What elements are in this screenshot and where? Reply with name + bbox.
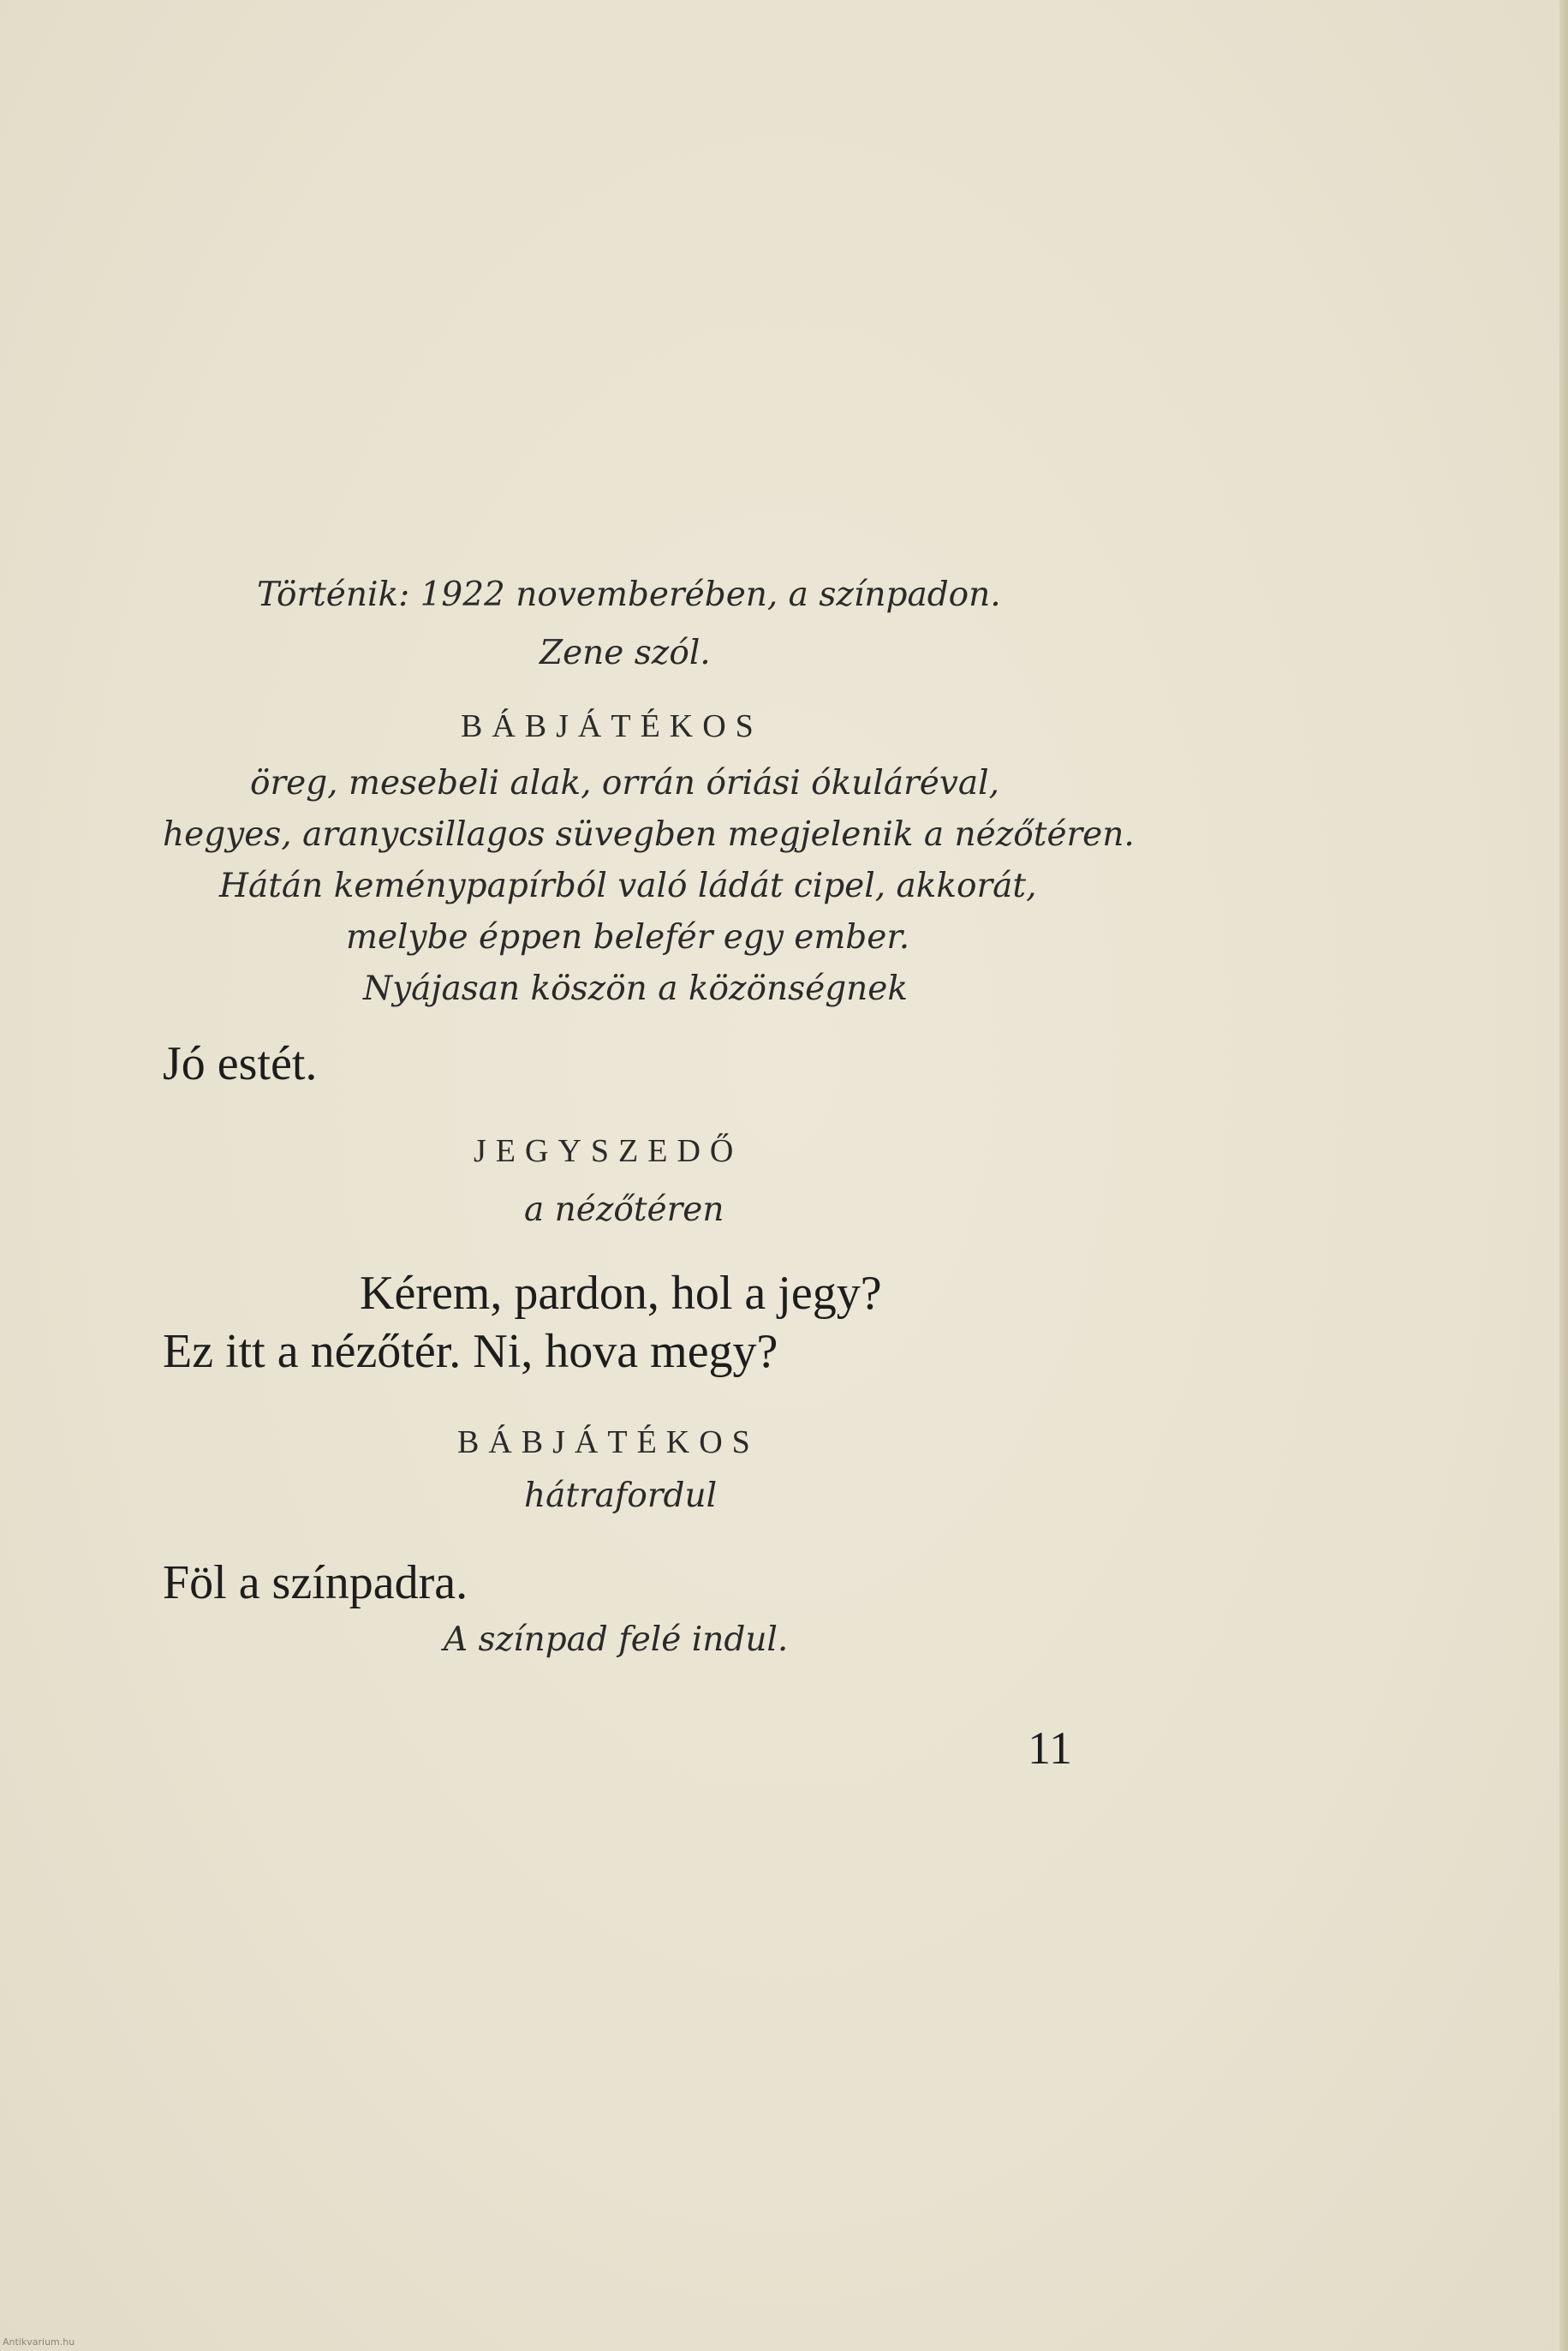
stage-direction-line: melybe éppen belefér egy ember.: [346, 918, 910, 957]
stage-direction-line: a nézőtéren: [524, 1190, 724, 1229]
stage-direction-line: hátrafordul: [524, 1477, 718, 1515]
dialogue-line: Kérem, pardon, hol a jegy?: [360, 1267, 882, 1320]
dialogue-line: Föl a színpadra.: [163, 1556, 468, 1609]
dialogue-line: Ez itt a nézőtér. Ni, hova megy?: [163, 1325, 778, 1378]
speaker-name: BÁBJÁTÉKOS: [457, 1424, 760, 1460]
page-edge-shadow: [1559, 0, 1568, 2351]
dialogue-line: Jó estét.: [163, 1037, 318, 1090]
stage-direction-line: A színpad felé indul.: [444, 1620, 789, 1659]
stage-setting-line: Történik: 1922 novemberében, a színpadon.: [257, 576, 1001, 614]
stage-direction-line: hegyes, aranycsillagos süvegben megjelenik a nézőtéren.: [163, 815, 1135, 854]
speaker-name: JEGYSZEDŐ: [474, 1133, 743, 1169]
stage-direction-line: Nyájasan köszön a közönségnek: [363, 970, 908, 1008]
stage-direction-music: Zene szól.: [540, 634, 711, 672]
speaker-name: BÁBJÁTÉKOS: [461, 708, 763, 744]
stage-direction-line: Hátán keménypapírból való ládát cipel, akkorát,: [219, 867, 1037, 905]
stage-direction-line: öreg, mesebeli alak, orrán óriási ókuláréval,: [250, 764, 1000, 803]
watermark: Antikvarium.hu: [3, 2336, 75, 2348]
page-number: 11: [1028, 1722, 1072, 1774]
